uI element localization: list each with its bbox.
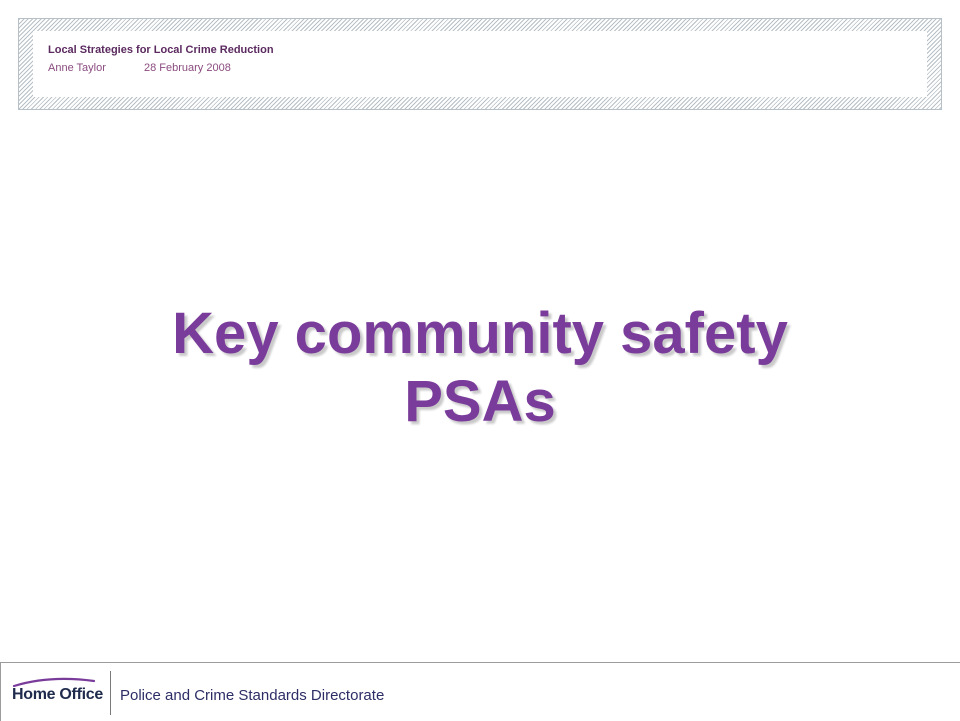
presentation-title: Local Strategies for Local Crime Reduction <box>48 44 274 56</box>
home-office-logo <box>10 677 102 705</box>
header-panel <box>33 31 927 97</box>
header-banner <box>18 18 942 110</box>
footer-divider <box>110 671 111 715</box>
slide-title-line-1: Key community safety <box>172 301 788 366</box>
presenter-name: Anne Taylor <box>48 62 106 74</box>
slide-title <box>60 300 900 436</box>
slide-title-line-2: PSAs <box>404 369 556 434</box>
footer-edge-line <box>0 663 1 721</box>
directorate-name: Police and Crime Standards Directorate <box>120 687 385 704</box>
presentation-date: 28 February 2008 <box>144 62 231 74</box>
footer-bar <box>0 662 960 720</box>
logo-wordmark: Home Office <box>12 686 103 703</box>
